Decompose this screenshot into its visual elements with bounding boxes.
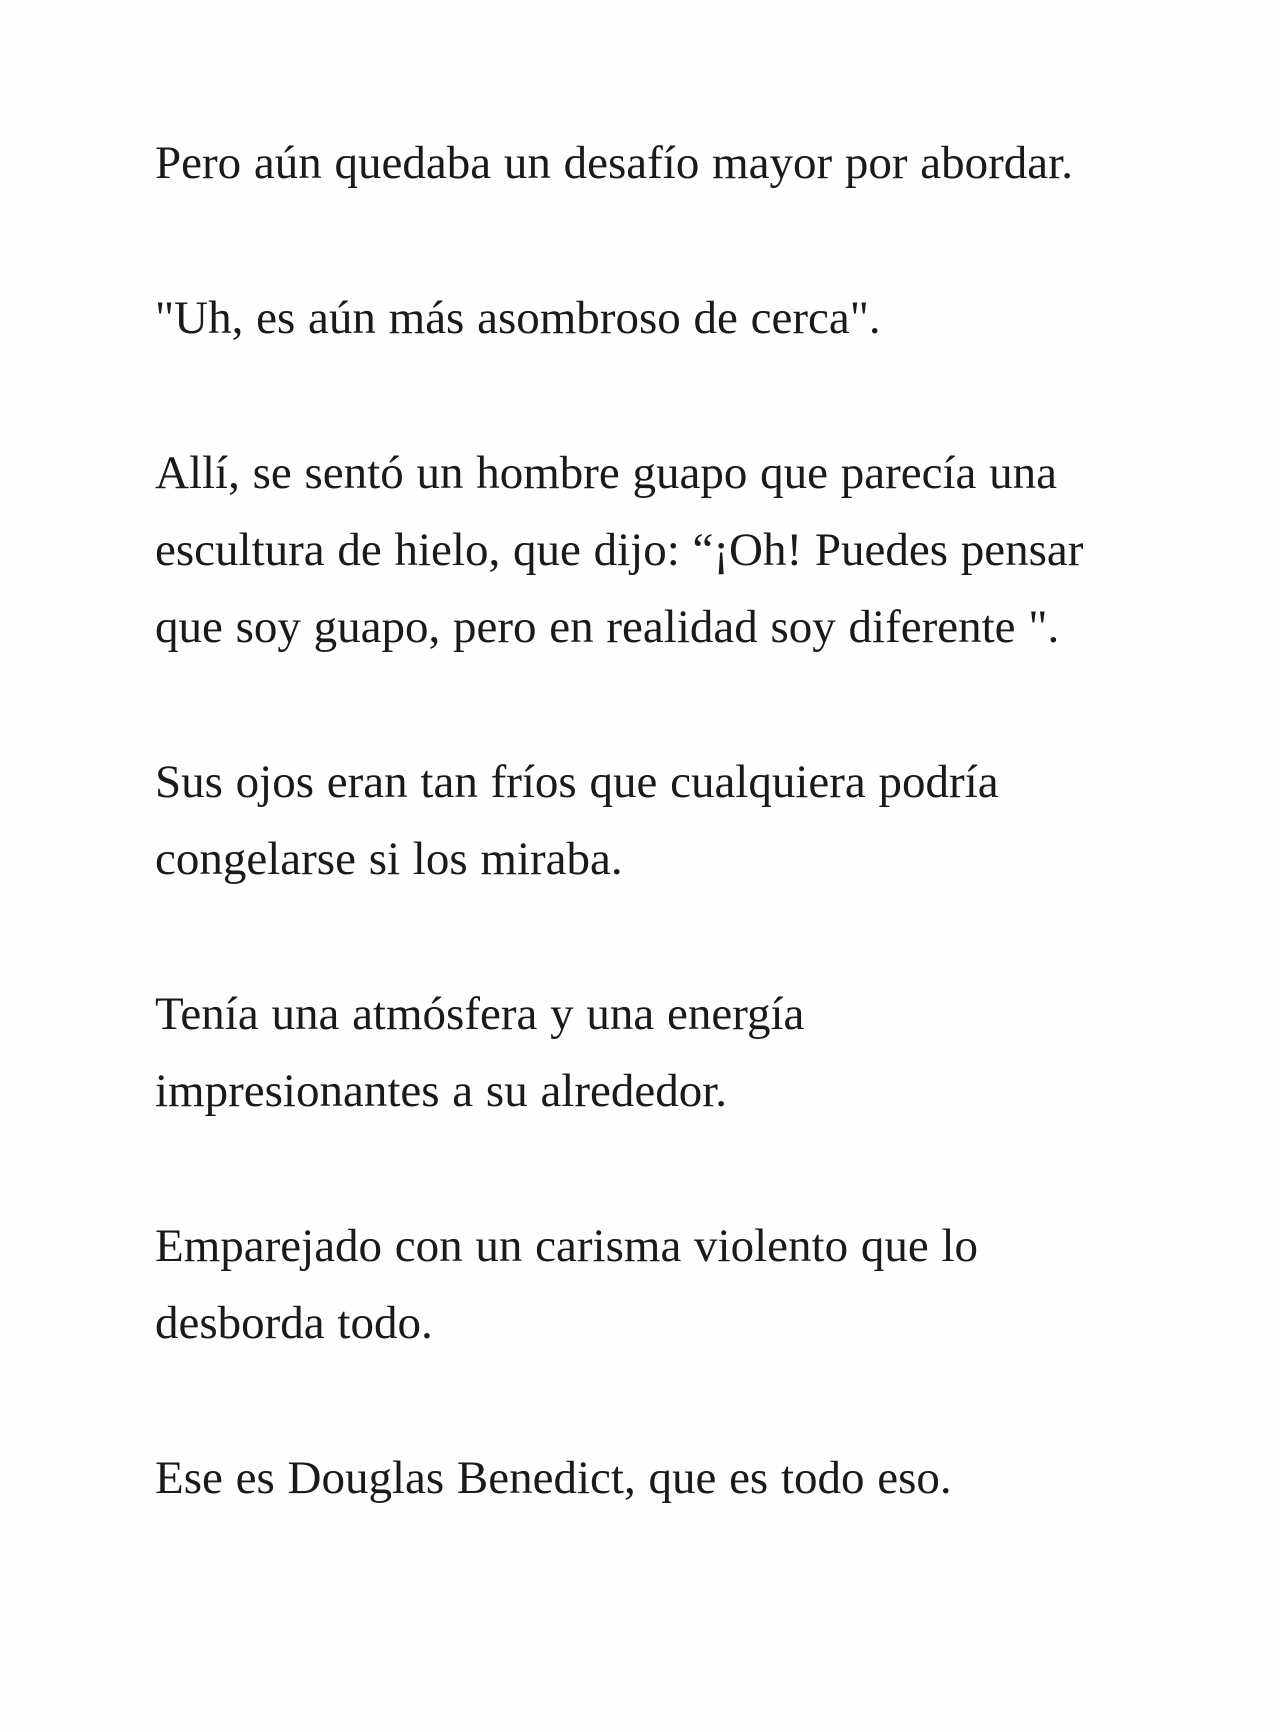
paragraph [155, 125, 1160, 202]
text-line: Sus ojos eran tan fríos que cualquiera podría [155, 756, 999, 808]
text-line: "Uh, es aún más asombroso de cerca". [155, 292, 881, 344]
text-line: impresionantes a su alrededor. [155, 1065, 728, 1117]
text-line: desborda todo. [155, 1297, 433, 1349]
text-line: Emparejado con un carisma violento que lo [155, 1220, 979, 1272]
text-line: Tenía una atmósfera y una energía [155, 988, 805, 1040]
text-line: escultura de hielo, que dijo: “¡Oh! Puedes pensar [155, 524, 1084, 576]
paragraph [155, 1440, 1160, 1517]
paragraph [155, 976, 1160, 1130]
text-line: Ese es Douglas Benedict, que es todo eso. [155, 1452, 952, 1504]
paragraph [155, 280, 1160, 357]
text-line: congelarse si los miraba. [155, 833, 623, 885]
text-line: que soy guapo, pero en realidad soy diferente ". [155, 601, 1060, 653]
paragraph [155, 744, 1160, 898]
text-line: Allí, se sentó un hombre guapo que parecía una [155, 447, 1058, 499]
paragraph [155, 435, 1160, 666]
paragraph [155, 1208, 1160, 1362]
text-line: Pero aún quedaba un desafío mayor por abordar. [155, 137, 1073, 189]
